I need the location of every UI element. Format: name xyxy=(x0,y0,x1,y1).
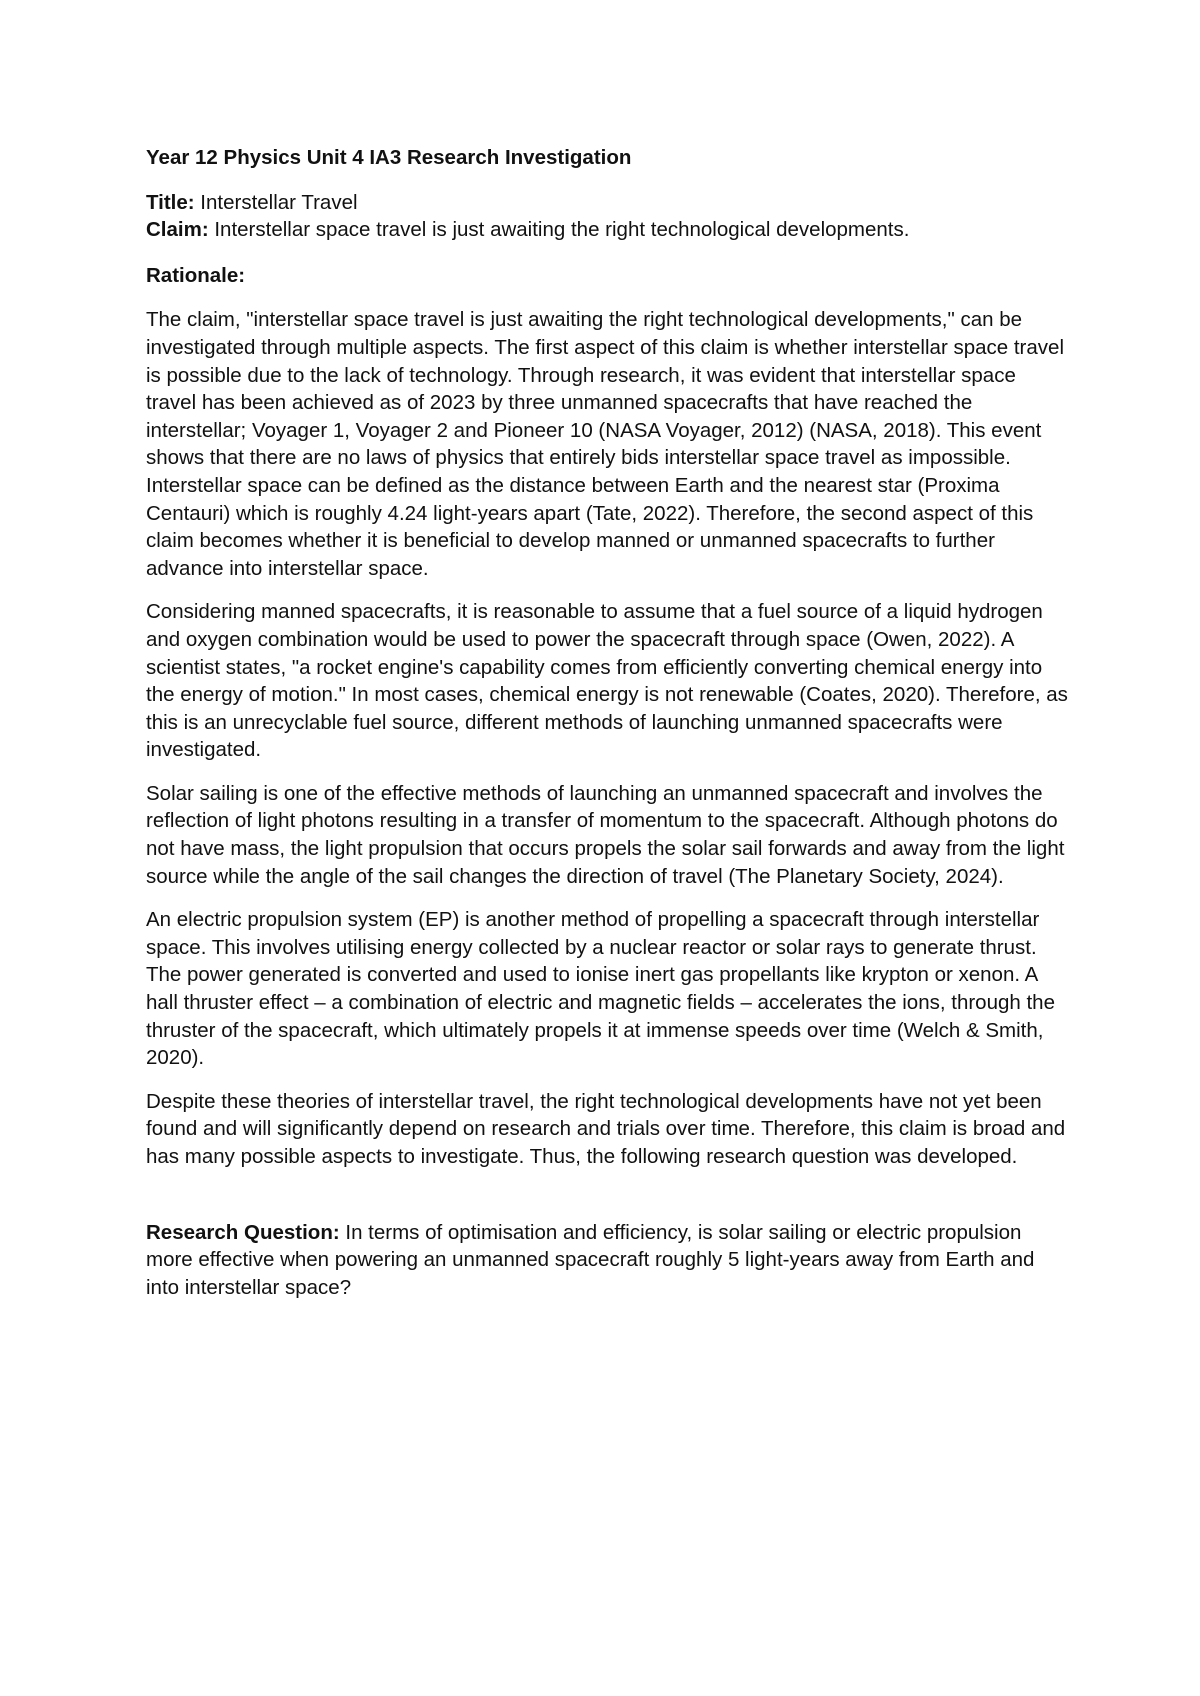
document-heading: Year 12 Physics Unit 4 IA3 Research Investigation xyxy=(146,146,632,169)
document-body xyxy=(146,144,1071,1301)
title-value: Interstellar Travel xyxy=(194,190,358,214)
research-question xyxy=(146,1219,1071,1302)
claim-value: Interstellar space travel is just awaiting the right technological developments. xyxy=(208,218,910,242)
research-question-text: In terms of optimisation and efficiency, is solar sailing or electric propulsion more effective when powering an unmanned spacecraft roughly 5 light-years away from Earth and into interstellar space? xyxy=(146,1220,1035,1299)
title-label: Title: xyxy=(146,190,195,214)
paragraph: The claim, "interstellar space travel is just awaiting the right technological developments," can be investigated through multiple aspects. The first aspect of this claim is whether interstellar space travel is possible due to the lack of technology. Through research, it was evident that interstellar space travel has been achieved as of 2023 by three unmanned spacecrafts that have reached the interstellar; Voyager 1, Voyager 2 and Pioneer 10 (NASA Voyager, 2012) (NASA, 2018). This event shows that there are no laws of physics that entirely bids interstellar space travel as impossible. Interstellar space can be defined as the distance between Earth and the nearest star (Proxima Centauri) which is roughly 4.24 light-years apart (Tate, 2022). Therefore, the second aspect of this claim becomes whether it is beneficial to develop manned or unmanned spacecrafts to further advance into interstellar space. xyxy=(146,308,1064,580)
rationale-heading: Rationale: xyxy=(146,263,246,287)
research-question-label: Research Question: xyxy=(146,1220,340,1244)
title-line xyxy=(146,189,1071,217)
meta-block xyxy=(146,189,1071,244)
paragraph: Considering manned spacecrafts, it is reasonable to assume that a fuel source of a liquid hydrogen and oxygen combination would be used to power the spacecraft through space (Owen, 2022). A scientist states, "a rocket engine's capability comes from efficiently converting chemical energy into the energy of motion." In most cases, chemical energy is not renewable (Coates, 2020). Therefore, as this is an unrecyclable fuel source, different methods of launching unmanned spacecrafts were investigated. xyxy=(146,600,1068,762)
paragraph: An electric propulsion system (EP) is another method of propelling a spacecraft through interstellar space. This involves utilising energy collected by a nuclear reactor or solar rays to generate thrust. The power generated is converted and used to ionise inert gas propellants like krypton or xenon. A hall thruster effect – a combination of electric and magnetic fields – accelerates the ions, through the thruster of the spacecraft, which ultimately propels it at immense speeds over time (Welch & Smith, 2020). xyxy=(146,908,1055,1070)
claim-label: Claim: xyxy=(146,218,209,242)
claim-line xyxy=(146,216,1071,244)
paragraph: Solar sailing is one of the effective methods of launching an unmanned spacecraft and involves the reflection of light photons resulting in a transfer of momentum to the spacecraft. Although photons do not have mass, the light propulsion that occurs propels the solar sail forwards and away from the light source while the angle of the sail changes the direction of travel (The Planetary Society, 2024). xyxy=(146,781,1065,888)
paragraph: Despite these theories of interstellar travel, the right technological developments have not yet been found and will significantly depend on research and trials over time. Therefore, this claim is broad and has many possible aspects to investigate. Thus, the following research question was developed. xyxy=(146,1089,1066,1168)
